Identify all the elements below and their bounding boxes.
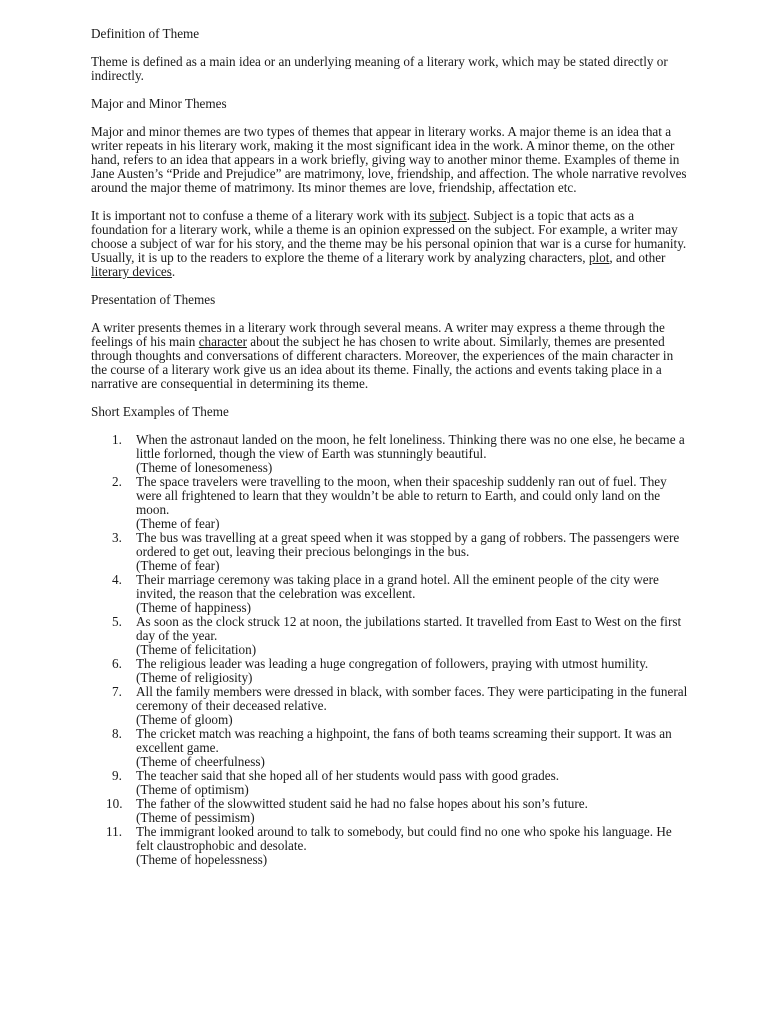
list-item-theme: (Theme of felicitation) <box>136 642 257 657</box>
list-item <box>91 531 688 573</box>
list-item <box>91 825 688 867</box>
inline-link[interactable]: subject <box>429 208 467 223</box>
list-item-text: The religious leader was leading a huge congregation of followers, praying with utmost humility. <box>136 656 649 671</box>
list-item <box>91 685 688 727</box>
list-item-text: The immigrant looked around to talk to somebody, but could find no one who spoke his language. He felt claustrophobic and desolate. <box>136 824 672 853</box>
list-item-number: 11. <box>106 824 122 839</box>
paragraph-text: Major and minor themes are two types of themes that appear in literary works. A major theme is an idea that a writer repeats in his literary work, making it the most significant idea in the work. A minor theme, on the other hand, refers to an idea that appears in a work briefly, giving way to another minor theme. Examples of theme in Jane Austen’s “Pride and Prejudice” are matrimony, love, friendship, and affection. The whole narrative revolves around the major theme of matrimony. Its minor themes are love, friendship, affectation etc. <box>91 124 687 195</box>
inline-link[interactable]: plot <box>588 250 610 265</box>
list-item-number: 7. <box>112 684 122 699</box>
list-item-number: 3. <box>112 530 122 545</box>
list-item-number: 10. <box>106 796 123 811</box>
section-heading: Definition of Theme <box>91 26 200 41</box>
list-item-text: The bus was travelling at a great speed when it was stopped by a gang of robbers. The passengers were ordered to get out, leaving their precious belongings in the bus. <box>136 530 680 559</box>
list-item <box>91 573 688 615</box>
list-item <box>91 657 688 685</box>
section-heading: Major and Minor Themes <box>91 96 227 111</box>
list-item-number: 4. <box>112 572 122 587</box>
paragraph-text: , and other <box>609 250 666 265</box>
list-item-theme: (Theme of pessimism) <box>136 810 255 825</box>
list-item-theme: (Theme of cheerfulness) <box>136 754 265 769</box>
body-paragraph <box>91 321 688 391</box>
list-item-number: 8. <box>112 726 122 741</box>
list-item-text: The father of the slowwitted student said he had no false hopes about his son’s future. <box>136 796 588 811</box>
list-item-text: The teacher said that she hoped all of her students would pass with good grades. <box>136 768 559 783</box>
document-sections <box>91 27 688 391</box>
list-item-theme: (Theme of fear) <box>136 516 220 531</box>
examples-list <box>91 433 688 867</box>
list-item-text: All the family members were dressed in black, with somber faces. They were participating in the funeral ceremony of their deceased relative. <box>136 684 688 713</box>
list-item-theme: (Theme of lonesomeness) <box>136 460 273 475</box>
list-item-text: Their marriage ceremony was taking place in a grand hotel. All the eminent people of the city were invited, the reason that the celebration was excellent. <box>136 572 659 601</box>
body-paragraph <box>91 55 688 83</box>
list-item-theme: (Theme of religiosity) <box>136 670 253 685</box>
inline-link[interactable]: literary devices <box>91 264 172 279</box>
body-paragraph <box>91 125 688 195</box>
list-item-theme: (Theme of gloom) <box>136 712 233 727</box>
section-heading-short-examples: Short Examples of Theme <box>91 404 229 419</box>
list-item <box>91 769 688 797</box>
paragraph-text: It is important not to confuse a theme of a literary work with its <box>91 208 430 223</box>
list-item-text: When the astronaut landed on the moon, he felt loneliness. Thinking there was no one else, he became a little forlorned, though the view of Earth was stunningly beautiful. <box>136 432 685 461</box>
paragraph-text: about the subject he has chosen to write about. Similarly, themes are presented through thoughts and conversations of different characters. Moreover, the experiences of the main character in the course of a literary work give us an idea about its theme. Finally, the actions and events taking place in a narrative are consequential in determining its theme. <box>91 334 674 391</box>
list-item <box>91 433 688 475</box>
list-item <box>91 797 688 825</box>
paragraph-text: . Subject is a topic that acts as a foundation for a literary work, while a theme is an opinion expressed on the subject. For example, a writer may choose a subject of war for his story, and the theme may be his personal opinion that war is a curse for humanity. Usually, it is up to the readers to explore the theme of a literary work by analyzing characters, <box>91 208 687 265</box>
list-item-number: 5. <box>112 614 122 629</box>
paragraph-text: Theme is defined as a main idea or an underlying meaning of a literary work, which may be stated directly or indirectly. <box>91 54 668 83</box>
list-item-theme: (Theme of happiness) <box>136 600 251 615</box>
list-item <box>91 727 688 769</box>
list-item-text: The space travelers were travelling to the moon, when their spaceship suddenly ran out of fuel. They were all frightened to learn that they wouldn’t be able to return to Earth, and could only land on the moon. <box>136 474 667 517</box>
list-item-theme: (Theme of fear) <box>136 558 220 573</box>
list-item-number: 1. <box>112 432 122 447</box>
list-item <box>91 615 688 657</box>
list-item-text: As soon as the clock struck 12 at noon, the jubilations started. It travelled from East to West on the first day of the year. <box>136 614 682 643</box>
section-heading: Presentation of Themes <box>91 292 216 307</box>
list-item-number: 6. <box>112 656 122 671</box>
list-item-number: 2. <box>112 474 122 489</box>
list-item-number: 9. <box>112 768 122 783</box>
list-item-text: The cricket match was reaching a highpoint, the fans of both teams screaming their support. It was an excellent game. <box>136 726 672 755</box>
paragraph-text: . <box>171 264 176 279</box>
body-paragraph <box>91 209 688 279</box>
paragraph-text: A writer presents themes in a literary work through several means. A writer may express a theme through the feelings of his main <box>91 320 665 349</box>
list-item <box>91 475 688 531</box>
inline-link[interactable]: character <box>198 334 247 349</box>
list-item-theme: (Theme of hopelessness) <box>136 852 268 867</box>
list-item-theme: (Theme of optimism) <box>136 782 249 797</box>
